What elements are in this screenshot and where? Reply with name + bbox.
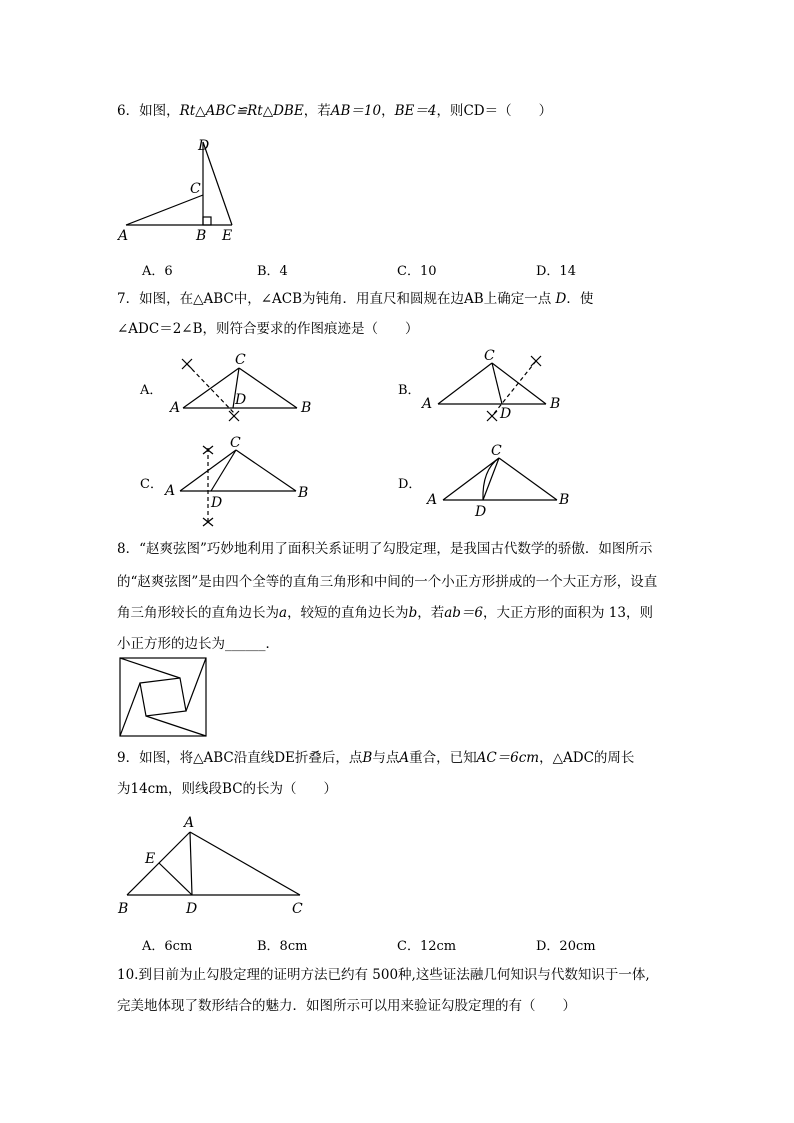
q6-given: Rt△ABC≌Rt△DBE — [179, 103, 304, 119]
q9-line1-c: 重合，已知 — [409, 750, 477, 766]
q7d-label-B: B — [559, 492, 570, 508]
q7b-label-A: A — [422, 396, 433, 412]
q6-mid1: ，若 — [303, 103, 331, 119]
q6-cond1: AB＝10 — [330, 103, 382, 119]
q9-option-a[interactable]: A．6cm — [142, 939, 193, 954]
q7b-label-B: B — [550, 396, 561, 412]
q9-line1 — [117, 748, 634, 768]
q7-figure-c — [160, 432, 315, 530]
q10-line1: 10.到目前为止勾股定理的证明方法已约有 500种,这些证法融几何知识与代数知识于一体, — [117, 967, 650, 983]
q6-number: 6． — [117, 103, 140, 119]
q9-line1-b: 与点 — [372, 750, 400, 766]
q6-stem — [117, 101, 552, 121]
q9-ac: AC＝6cm — [476, 750, 540, 766]
q9-line1-a: 9．如图，将△ABC沿直线DE折叠后，点 — [117, 750, 363, 766]
q6-label-C: C — [190, 181, 201, 197]
q7b-label-D: D — [500, 406, 512, 422]
q7-option-d[interactable]: D． — [398, 477, 422, 492]
q8-line3 — [117, 603, 653, 623]
q6-figure — [110, 130, 250, 245]
q6-option-a[interactable]: A．6 — [142, 264, 173, 279]
q7c-label-D: D — [211, 495, 223, 511]
q9-label-E: E — [145, 851, 156, 867]
q6-ask: CD＝（ ） — [463, 103, 553, 119]
q8-line3-b: ，较短的直角边长为 — [287, 605, 409, 621]
q9-point-a: A — [399, 750, 410, 766]
q8-var-b: b — [408, 605, 418, 621]
q7-point-d: D — [555, 291, 567, 307]
q7a-label-A: A — [170, 400, 181, 416]
q6-label-A: A — [118, 228, 129, 244]
q9-figure — [112, 810, 317, 922]
q9-option-b[interactable]: B．8cm — [257, 939, 308, 954]
q7-option-a[interactable]: A． — [140, 383, 163, 398]
q7-figure-a — [165, 350, 320, 425]
q7-stem-line2: ∠ADC＝2∠B，则符合要求的作图痕迹是（ ） — [117, 321, 419, 337]
q7d-label-C: C — [491, 443, 502, 459]
q9-option-c[interactable]: C．12cm — [397, 939, 457, 954]
q9-line2: 为14cm，则线段BC的长为（ ） — [117, 781, 338, 797]
q8-zhao-shuang-figure — [118, 656, 210, 740]
q6-sep: ， — [381, 103, 395, 119]
q6-option-d[interactable]: D．14 — [536, 264, 576, 279]
q7d-label-A: A — [427, 492, 438, 508]
q7-option-b[interactable]: B． — [398, 383, 421, 398]
q8-line3-a: 角三角形较长的直角边长为 — [117, 605, 279, 621]
q6-prefix: 如图， — [139, 103, 180, 119]
q7-line1-a: 7．如图，在△ABC中，∠ACB为钝角．用直尺和圆规在边AB上确定一点 — [117, 291, 552, 307]
q7-line1-b: ．使 — [566, 291, 594, 307]
q6-cond2: BE＝4 — [394, 103, 437, 119]
q7d-label-D: D — [475, 504, 487, 520]
q6-label-E: E — [222, 228, 233, 244]
q7a-label-C: C — [235, 352, 246, 368]
q9-point-b: B — [362, 750, 373, 766]
q9-label-D: D — [186, 901, 198, 917]
q7-figure-b — [420, 346, 570, 426]
q9-label-C: C — [292, 901, 303, 917]
q8-line2: 的“赵爽弦图”是由四个全等的直角三角形和中间的一个小正方形拼成的一个大正方形，设直 — [117, 574, 658, 590]
q9-line1-d: ，△ADC的周长 — [539, 750, 635, 766]
q7-figure-d — [425, 440, 575, 520]
q8-line4: 小正方形的边长为______． — [117, 636, 279, 652]
q7c-label-C: C — [230, 435, 241, 451]
q7c-label-A: A — [165, 483, 176, 499]
q7-stem-line1 — [117, 289, 593, 309]
q7a-label-B: B — [301, 400, 312, 416]
q6-option-b[interactable]: B．4 — [257, 264, 288, 279]
q7b-label-C: C — [484, 348, 495, 364]
q7c-label-B: B — [298, 485, 309, 501]
q8-ab: ab＝6 — [444, 605, 483, 621]
q6-label-B: B — [196, 228, 207, 244]
q8-line3-d: ，大正方形的面积为 13，则 — [483, 605, 653, 621]
q8-line3-c: ，若 — [417, 605, 445, 621]
q6-label-D: D — [198, 138, 210, 154]
q9-label-B: B — [118, 901, 129, 917]
q8-var-a: a — [279, 605, 288, 621]
q9-option-d[interactable]: D．20cm — [536, 939, 596, 954]
q6-option-c[interactable]: C．10 — [397, 264, 437, 279]
q7-option-c[interactable]: C． — [140, 477, 163, 492]
q8-line1: 8．“赵爽弦图”巧妙地利用了面积关系证明了勾股定理，是我国古代数学的骄傲．如图所示 — [117, 541, 653, 557]
q9-label-A: A — [184, 815, 195, 831]
q7a-label-D: D — [235, 392, 247, 408]
q10-line2: 完美地体现了数形结合的魅力．如图所示可以用来验证勾股定理的有（ ） — [117, 998, 576, 1014]
q6-mid2: ，则 — [436, 103, 464, 119]
